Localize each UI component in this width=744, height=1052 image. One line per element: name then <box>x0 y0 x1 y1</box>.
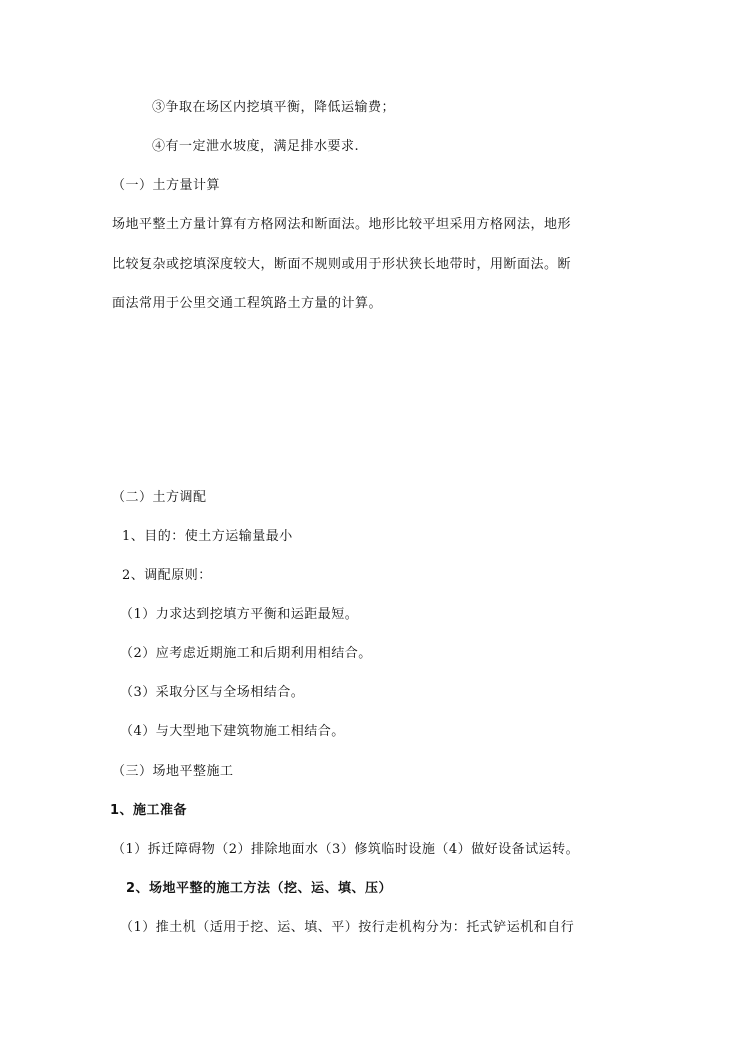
paragraph-line-1: 场地平整土方量计算有方格网法和断面法。地形比较平坦采用方格网法，地形 <box>112 217 572 232</box>
paragraph-line-2: 比较复杂或挖填深度较大，断面不规则或用于形状狭长地带时，用断面法。断 <box>112 257 572 272</box>
list-item-3: ③争取在场区内挖填平衡，降低运输费； <box>152 100 396 115</box>
list-item-4: ④有一定泄水坡度，满足排水要求. <box>152 139 360 154</box>
principles-title: 2、调配原则： <box>122 568 212 583</box>
section-heading-1: （一）土方量计算 <box>112 178 221 193</box>
section-heading-3: （三）场地平整施工 <box>112 764 234 779</box>
purpose-line: 1、目的：使土方运输量最小 <box>122 529 293 544</box>
method-text: （1）推土机（适用于挖、运、填、平）按行走机构分为：托式铲运机和自行 <box>120 920 575 935</box>
method-title: 2、场地平整的施工方法（挖、运、填、压） <box>126 881 393 896</box>
principle-item-1: （1）力求达到挖填方平衡和运距最短。 <box>120 607 359 622</box>
section-heading-2: （二）土方调配 <box>112 490 207 505</box>
principle-item-2: （2）应考虑近期施工和后期利用相结合。 <box>120 646 372 661</box>
principle-item-3: （3）采取分区与全场相结合。 <box>120 685 305 700</box>
prep-text: （1）拆迁障碍物（2）排除地面水（3）修筑临时设施（4）做好设备试运转。 <box>112 842 580 857</box>
prep-title: 1、施工准备 <box>110 803 188 818</box>
principle-item-4: （4）与大型地下建筑物施工相结合。 <box>120 724 345 739</box>
paragraph-line-3: 面法常用于公里交通工程筑路土方量的计算。 <box>112 296 383 311</box>
